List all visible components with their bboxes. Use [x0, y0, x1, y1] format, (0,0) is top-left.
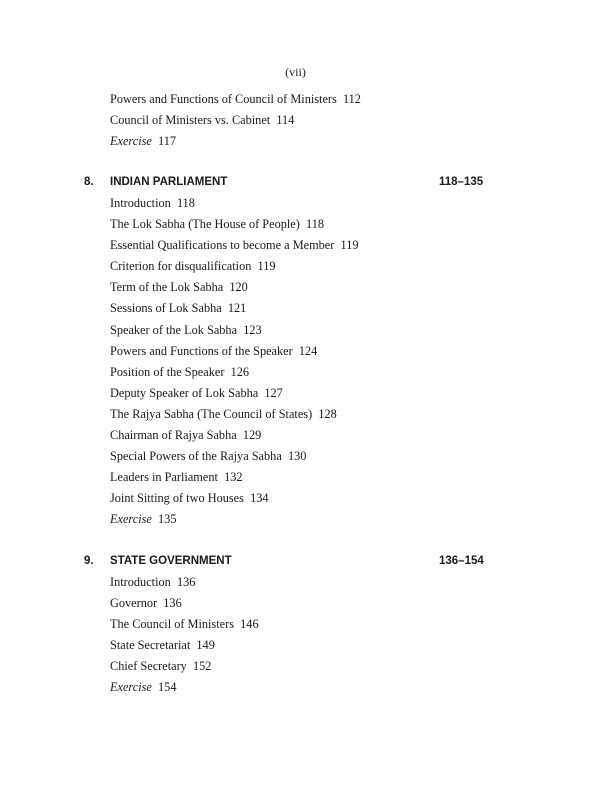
entry-page-number: 127	[264, 385, 283, 400]
toc-entry	[110, 110, 361, 131]
entry-title: Joint Sitting of two Houses	[110, 491, 244, 506]
toc-entry	[110, 383, 359, 404]
entry-title: Position of the Speaker	[110, 364, 225, 379]
entry-page-number: 117	[158, 134, 177, 149]
entry-page-number: 135	[158, 512, 177, 527]
entry-title: Introduction	[110, 196, 171, 210]
toc-entry	[110, 404, 359, 425]
entry-page-number: 119	[340, 238, 359, 253]
entry-page-number: 136	[163, 596, 182, 611]
entry-title: Exercise	[110, 512, 152, 527]
entry-title: Sessions of Lok Sabha	[110, 301, 222, 316]
entry-page-number: 126	[230, 364, 250, 379]
entry-title: The Lok Sabha (The House of People)	[110, 217, 300, 232]
entry-page-number: 152	[192, 659, 212, 674]
entry-title: Criterion for disqualification	[110, 259, 252, 274]
chapter-title: INDIAN PARLIAMENT	[110, 176, 228, 188]
entry-title: Chairman of Rajya Sabha	[110, 428, 237, 443]
chapter-heading-9	[0, 551, 591, 571]
toc-entry	[110, 362, 359, 383]
toc-entry	[110, 214, 359, 235]
entry-page-number: 154	[158, 680, 177, 695]
toc-entry	[110, 614, 259, 635]
toc-entry	[110, 656, 259, 677]
toc-entry	[110, 298, 359, 319]
toc-entry	[110, 488, 359, 509]
toc-entry	[110, 572, 259, 593]
toc-entry	[110, 341, 359, 362]
entry-page-number: 123	[243, 322, 262, 337]
entry-page-number: 128	[318, 406, 337, 421]
entry-title: The Council of Ministers	[110, 617, 234, 632]
toc-entry	[110, 235, 359, 256]
toc-entry	[110, 89, 361, 110]
entry-page-number: 130	[287, 449, 307, 464]
chapter-9-entries-list	[110, 572, 259, 699]
entry-title: Introduction	[110, 575, 171, 589]
entry-title: Exercise	[110, 680, 152, 695]
chapter-page-range: 118–135	[439, 176, 484, 188]
entry-title: The Rajya Sabha (The Council of States)	[110, 406, 313, 421]
toc-entry-exercise	[110, 677, 259, 698]
toc-entry	[110, 277, 359, 298]
entry-title: Chief Secretary	[110, 659, 187, 674]
toc-entry	[110, 425, 359, 446]
entry-page-number: 112	[342, 92, 361, 106]
entry-title: Powers and Functions of the Speaker	[110, 343, 293, 358]
entry-page-number: 124	[298, 343, 318, 358]
entry-page-number: 118	[176, 196, 195, 210]
continued-entries-list	[110, 89, 361, 152]
entry-title: Council of Ministers vs. Cabinet	[110, 113, 271, 128]
toc-entry	[110, 256, 359, 277]
entry-page-number: 134	[250, 491, 269, 506]
entry-title: State Secretariat	[110, 638, 191, 653]
chapter-number: 8.	[84, 176, 94, 188]
toc-entry	[110, 446, 359, 467]
toc-entry	[110, 193, 359, 214]
page-number: (vii)	[285, 65, 306, 79]
entry-title: Governor	[110, 596, 158, 611]
chapter-8-entries-list	[110, 193, 359, 531]
entry-page-number: 114	[276, 113, 295, 128]
toc-entry-exercise	[110, 131, 361, 152]
toc-entry	[110, 320, 359, 341]
entry-page-number: 146	[240, 617, 259, 632]
entry-title: Term of the Lok Sabha	[110, 280, 224, 295]
chapter-page-range: 136–154	[439, 555, 484, 567]
toc-entry	[110, 635, 259, 656]
entry-title: Leaders in Parliament	[110, 470, 218, 485]
entry-page-number: 149	[196, 638, 215, 653]
entry-page-number: 129	[242, 428, 262, 443]
toc-entry	[110, 467, 359, 488]
entry-title: Powers and Functions of Council of Ministers	[110, 92, 337, 106]
chapter-heading-8	[0, 172, 591, 192]
entry-page-number: 132	[224, 470, 243, 485]
entry-page-number: 121	[227, 301, 247, 316]
entry-page-number: 119	[257, 259, 276, 274]
entry-title: Essential Qualifications to become a Member	[110, 238, 335, 253]
chapter-number: 9.	[84, 555, 94, 567]
entry-title: Speaker of the Lok Sabha	[110, 322, 238, 337]
entry-title: Special Powers of the Rajya Sabha	[110, 449, 282, 464]
toc-entry	[110, 593, 259, 614]
chapter-title: STATE GOVERNMENT	[110, 555, 232, 567]
entry-page-number: 136	[176, 575, 196, 589]
entry-title: Exercise	[110, 134, 152, 149]
entry-page-number: 118	[306, 217, 325, 232]
entry-title: Deputy Speaker of Lok Sabha	[110, 385, 259, 400]
entry-page-number: 120	[229, 280, 248, 295]
toc-entry-exercise	[110, 509, 359, 530]
